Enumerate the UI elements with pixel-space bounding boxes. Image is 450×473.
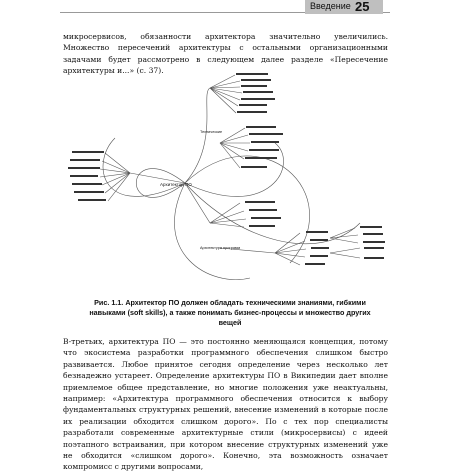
- page-number: 25: [355, 0, 370, 14]
- center-node-label: Архитектор ПО: [160, 182, 192, 187]
- figure-caption-lead: Рис. 1.1.: [94, 298, 124, 307]
- running-header: [0, 0, 450, 15]
- running-header-section: Введение: [310, 1, 351, 11]
- figure-caption: [85, 298, 375, 328]
- branch-label-architecture: Архитектура программ: [200, 246, 241, 250]
- branch-label-technical: Технические: [200, 130, 223, 134]
- body-paragraph-1: микросервисов, обязанности архитектора значительно увеличились. Множество пересечений архитектуры с остальными организационными задачами будет рассмотрено в следующем далее разделе «Пересечение архитектуры и...» (с. 37).: [63, 32, 388, 76]
- body-paragraph-2: В-третьих, архитектура ПО — это постоянно меняющаяся концепция, потому что экосистема разработки программного обеспечения слишком быстро развивается. Любое принятое сегодня определение через несколько лет безнадежно устареет. Определение архитектуры ПО в Википедии дает вполне приемлемое общее представление, но многие положения уже неактуальны, например: «Архитектура программного обеспечения относится к выбору фундаментальных структурных решений, внесение изменений в которые после их реализации обходится слишком дорого». По с тех пор специалисты разработали современные архитектурные стили (микросервисы) с идеей поэтапного встраивания, при котором внесение структурных изменений уже не обходится «слишком дорого». Конечно, эта возможность означает компромисс с другими вопросами,: [63, 337, 388, 472]
- mind-map-figure: [60, 73, 395, 295]
- figure-caption-text: Архитектор ПО должен обладать техническими знаниями, гибкими навыками (soft skills), а также понимать бизнес-процессы и множество других вещей: [89, 298, 371, 327]
